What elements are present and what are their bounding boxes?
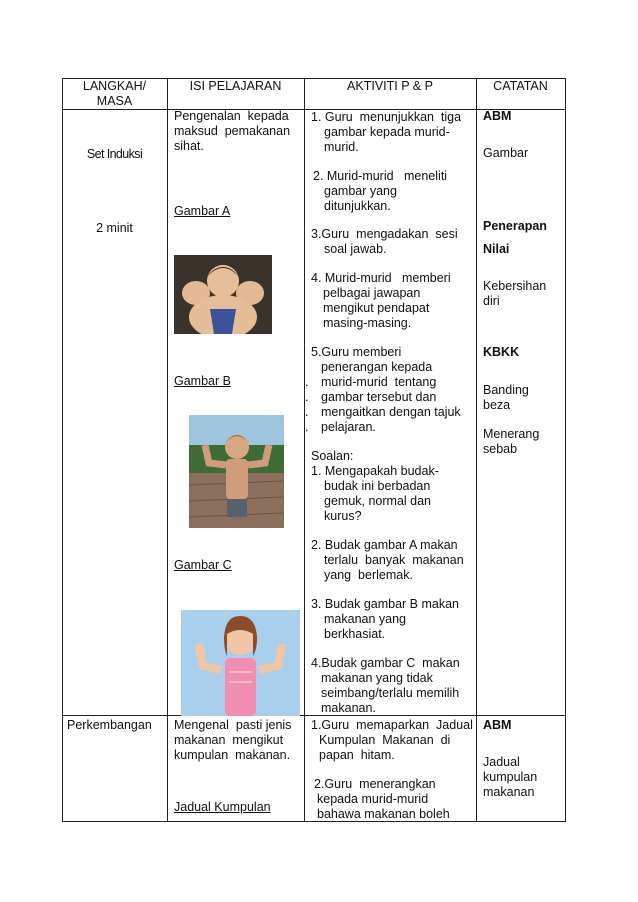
text-line: Jadual	[483, 755, 520, 769]
answer-3	[311, 597, 459, 642]
text-line: kumpulan makanan.	[174, 748, 291, 762]
text-line: kurus?	[324, 509, 362, 523]
note-menerang	[483, 427, 539, 457]
text-line: makanan.	[321, 701, 376, 715]
text-line: gemuk, normal dan	[324, 494, 432, 508]
text-line: soal jawab.	[324, 242, 387, 256]
activity-3	[311, 227, 458, 257]
text-line: Kumpulan Makanan di	[319, 733, 451, 747]
content-text	[174, 718, 291, 763]
gambar-c-label: Gambar C	[174, 558, 232, 572]
gambar-a-label: Gambar A	[174, 204, 231, 218]
note-abm: ABM	[483, 109, 512, 123]
activity-5	[311, 345, 461, 435]
text-line: sihat.	[174, 139, 204, 153]
note-penerapan: Penerapan	[483, 219, 547, 233]
text-line: 4.Budak gambar C makan	[311, 656, 460, 670]
answer-2	[311, 538, 464, 583]
header-isi-pelajaran: ISI PELAJARAN	[189, 79, 282, 93]
note-nilai: Nilai	[483, 242, 510, 256]
header-masa: MASA	[96, 94, 133, 108]
text-line: penerangan kepada	[321, 360, 433, 374]
text-line: seimbang/terlalu memilih	[321, 686, 460, 700]
duration-label: 2 minit	[96, 221, 133, 235]
jadual-kumpulan-label: Jadual Kumpulan	[174, 800, 271, 814]
text-line: maksud pemakanan	[174, 124, 291, 138]
text-line: Mengenal pasti jenis	[174, 718, 292, 732]
text-line: Menerang	[483, 427, 540, 441]
text-line: papan hitam.	[319, 748, 395, 762]
note-kbkk: KBKK	[483, 345, 520, 359]
activity-dev-1	[311, 718, 473, 763]
text-line: Banding	[483, 383, 529, 397]
note-banding	[483, 383, 529, 413]
table-border	[476, 78, 477, 822]
text-line: ditunjukkan.	[324, 199, 391, 213]
activity-4	[311, 271, 451, 331]
text-line: 3. Budak gambar B makan	[311, 597, 459, 611]
bullet-dot: .	[305, 420, 309, 434]
note-jadual	[483, 755, 537, 800]
text-line: bahawa makanan boleh	[317, 807, 450, 821]
intro-text	[174, 109, 290, 154]
text-line: makanan	[483, 785, 535, 799]
note-gambar: Gambar	[483, 146, 529, 160]
table-border	[304, 78, 305, 822]
text-line: terlalu banyak makanan	[324, 553, 464, 567]
text-line: mengaitkan dengan tajuk	[321, 405, 461, 419]
activity-2	[313, 169, 447, 214]
question-1	[311, 464, 439, 524]
text-line: gambar yang	[324, 184, 397, 198]
text-line: 1.Guru memaparkan Jadual	[311, 718, 473, 732]
text-line: berkhasiat.	[324, 627, 386, 641]
text-line: 5.Guru memberi	[311, 345, 402, 359]
text-line: murid.	[324, 140, 359, 154]
text-line: makanan yang	[324, 612, 407, 626]
activity-1	[311, 110, 461, 155]
text-line: 2.Guru menerangkan	[314, 777, 436, 791]
answer-4	[311, 656, 460, 716]
text-line: sebab	[483, 442, 518, 456]
bullet-dot: .	[305, 390, 309, 404]
text-line: kepada murid-murid	[317, 792, 429, 806]
text-line: makanan yang tidak	[321, 671, 433, 685]
note-kebersihan	[483, 279, 546, 309]
note-abm-2: ABM	[483, 718, 512, 732]
text-line: pelbagai jawapan	[323, 286, 421, 300]
gambar-b-label: Gambar B	[174, 374, 231, 388]
table-border	[167, 78, 168, 822]
text-line: 2. Budak gambar A makan	[311, 538, 458, 552]
bullet-dot: .	[305, 405, 309, 419]
text-line: gambar kepada murid-	[324, 125, 450, 139]
image-gambar-c	[181, 610, 300, 716]
text-line: 2. Murid-murid meneliti	[313, 169, 448, 183]
text-line: Kebersihan	[483, 279, 547, 293]
text-line: makanan mengikut	[174, 733, 284, 747]
table-border	[565, 78, 566, 822]
bullet-dot: .	[305, 375, 309, 389]
image-gambar-b	[189, 415, 284, 528]
questions-heading: Soalan:	[311, 449, 354, 463]
text-line: 3.Guru mengadakan sesi	[311, 227, 458, 241]
header-catatan: CATATAN	[493, 79, 548, 93]
text-line: murid-murid tentang	[321, 375, 437, 389]
text-line: kumpulan	[483, 770, 538, 784]
text-line: budak ini berbadan	[324, 479, 431, 493]
text-line: pelajaran.	[321, 420, 376, 434]
image-gambar-a	[174, 255, 272, 334]
step-perkembangan: Perkembangan	[67, 718, 152, 732]
text-line: Pengenalan kepada	[174, 109, 289, 123]
activity-dev-2	[314, 777, 450, 822]
text-line: yang berlemak.	[324, 568, 413, 582]
text-line: beza	[483, 398, 511, 412]
text-line: 1. Mengapakah budak-	[311, 464, 439, 478]
text-line: 4. Murid-murid memberi	[311, 271, 451, 285]
text-line: 1. Guru menunjukkan tiga	[311, 110, 462, 124]
text-line: mengikut pendapat	[323, 301, 430, 315]
header-aktiviti: AKTIVITI P & P	[347, 79, 433, 93]
text-line: diri	[483, 294, 500, 308]
header-langkah: LANGKAH/	[82, 79, 147, 93]
step-label: Set Induksi	[86, 147, 143, 161]
table-border	[62, 78, 63, 822]
text-line: masing-masing.	[323, 316, 412, 330]
lesson-plan-table	[62, 78, 566, 822]
text-line: gambar tersebut dan	[321, 390, 437, 404]
